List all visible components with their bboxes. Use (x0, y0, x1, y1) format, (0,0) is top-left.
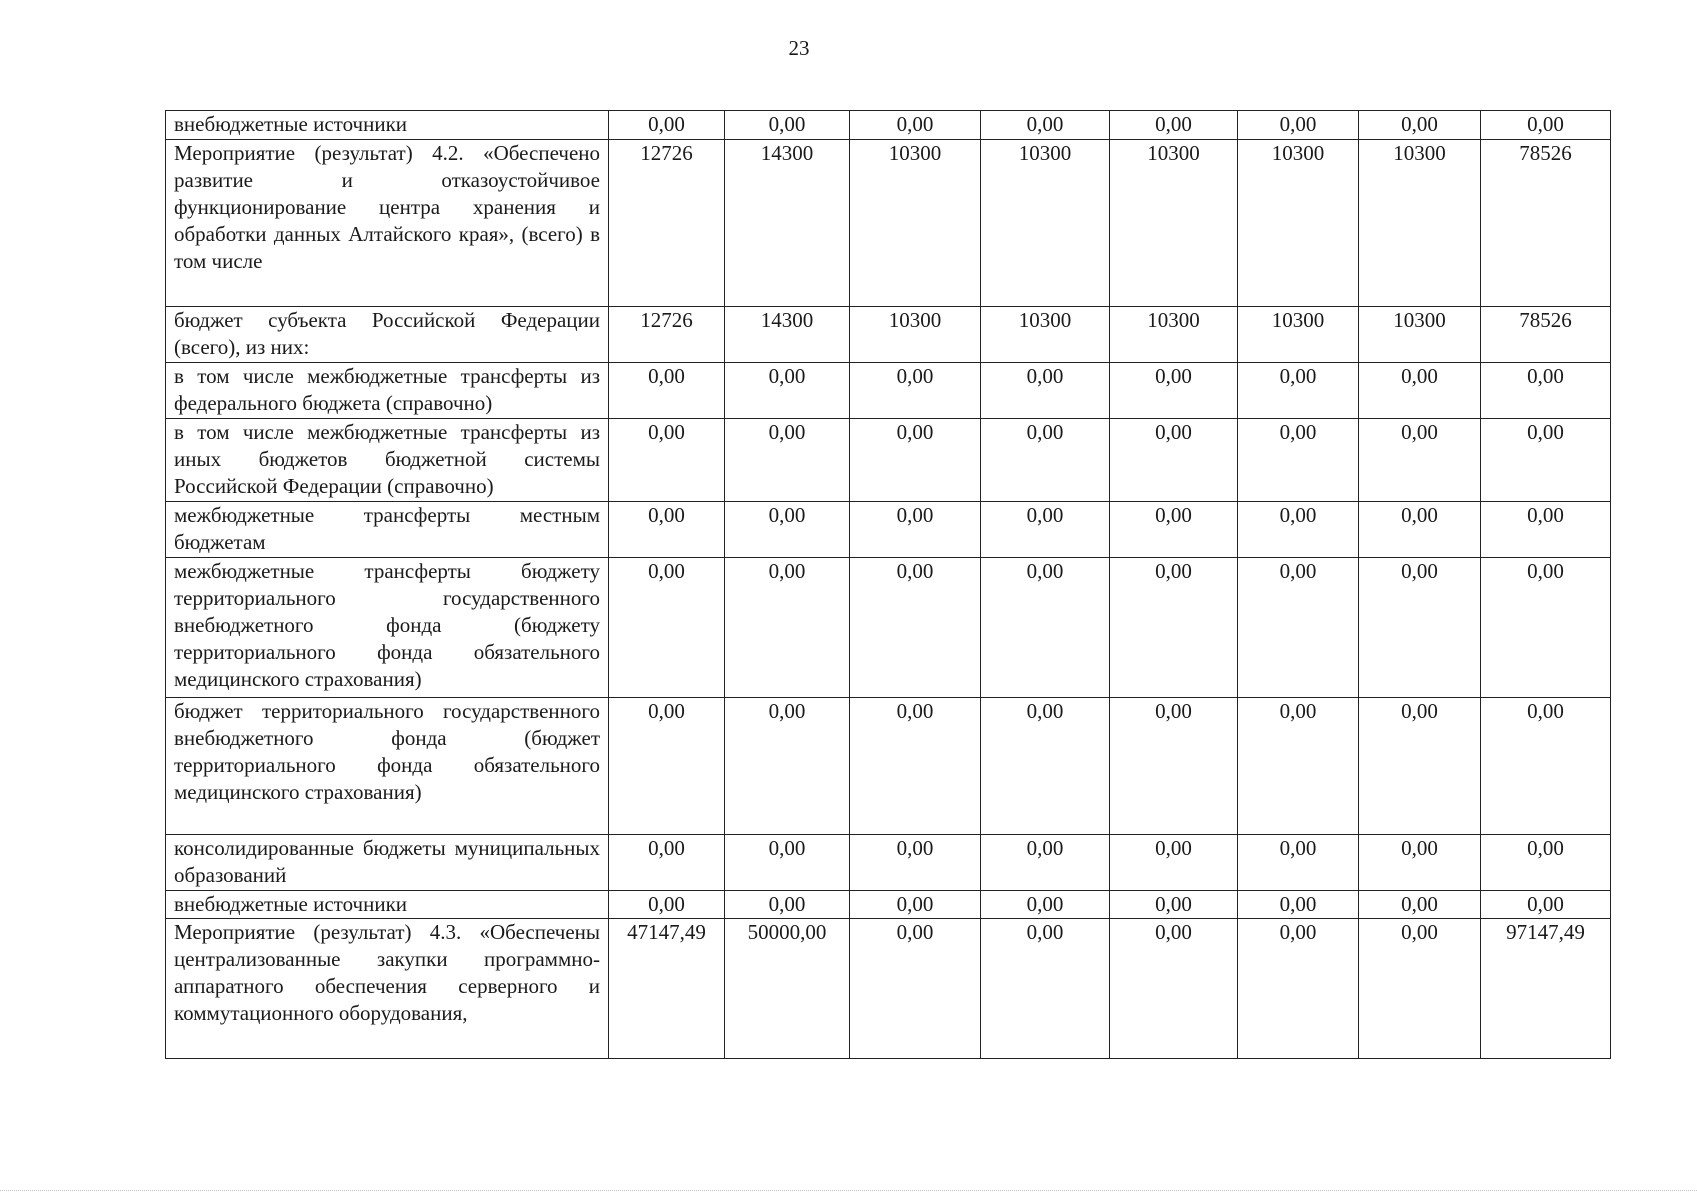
value-cell: 0,00 (1359, 558, 1481, 698)
value-cell: 0,00 (981, 363, 1110, 419)
row-label-cell: в том числе межбюджетные трансферты из федерального бюджета (справочно) (166, 363, 609, 419)
value-cell: 0,00 (1110, 698, 1238, 835)
value-cell: 0,00 (1238, 835, 1359, 891)
value-cell: 0,00 (1481, 111, 1611, 140)
value-cell: 0,00 (1238, 891, 1359, 919)
value-cell: 0,00 (725, 502, 850, 558)
value-cell: 0,00 (850, 558, 981, 698)
value-cell: 0,00 (1359, 891, 1481, 919)
value-cell: 78526 (1481, 307, 1611, 363)
value-cell: 0,00 (850, 891, 981, 919)
value-cell: 0,00 (850, 419, 981, 502)
value-cell: 0,00 (1481, 419, 1611, 502)
value-cell: 78526 (1481, 140, 1611, 307)
page-number-text: 23 (788, 36, 810, 60)
value-cell: 0,00 (725, 698, 850, 835)
value-cell: 0,00 (1359, 419, 1481, 502)
value-cell: 0,00 (1110, 419, 1238, 502)
table-row (166, 502, 1611, 558)
value-cell: 0,00 (1481, 558, 1611, 698)
row-label-cell: межбюджетные трансферты бюджету территориального государственного внебюджетного фонда (бюджету территориального фонда обязательного медицинского страхования) (166, 558, 609, 698)
value-cell: 0,00 (1110, 502, 1238, 558)
value-cell: 0,00 (1110, 919, 1238, 1059)
value-cell: 10300 (1359, 140, 1481, 307)
value-cell: 0,00 (1481, 698, 1611, 835)
value-cell: 47147,49 (609, 919, 725, 1059)
value-cell: 0,00 (1359, 111, 1481, 140)
table-row (166, 419, 1611, 502)
value-cell: 10300 (1110, 307, 1238, 363)
value-cell: 0,00 (850, 363, 981, 419)
value-cell: 0,00 (1359, 919, 1481, 1059)
value-cell: 0,00 (1238, 419, 1359, 502)
value-cell: 0,00 (725, 558, 850, 698)
table-row (166, 307, 1611, 363)
row-label-cell: бюджет субъекта Российской Федерации (всего), из них: (166, 307, 609, 363)
value-cell: 10300 (1238, 307, 1359, 363)
value-cell: 0,00 (1238, 363, 1359, 419)
row-label-cell: внебюджетные источники (166, 111, 609, 140)
row-label-cell: внебюджетные источники (166, 891, 609, 919)
value-cell: 0,00 (1481, 502, 1611, 558)
row-label-cell: консолидированные бюджеты муниципальных образований (166, 835, 609, 891)
value-cell: 0,00 (1359, 698, 1481, 835)
value-cell: 10300 (981, 307, 1110, 363)
value-cell: 12726 (609, 307, 725, 363)
value-cell: 0,00 (725, 363, 850, 419)
value-cell: 50000,00 (725, 919, 850, 1059)
value-cell: 10300 (850, 140, 981, 307)
table-row (166, 558, 1611, 698)
value-cell: 10300 (1238, 140, 1359, 307)
table-row (166, 363, 1611, 419)
row-label-cell: в том числе межбюджетные трансферты из иных бюджетов бюджетной системы Российской Федерации (справочно) (166, 419, 609, 502)
value-cell: 0,00 (609, 111, 725, 140)
value-cell: 0,00 (1110, 835, 1238, 891)
value-cell: 0,00 (725, 835, 850, 891)
value-cell: 14300 (725, 307, 850, 363)
value-cell: 0,00 (1110, 558, 1238, 698)
table-row (166, 919, 1611, 1059)
row-label-cell: межбюджетные трансферты местным бюджетам (166, 502, 609, 558)
value-cell: 10300 (981, 140, 1110, 307)
budget-table-body (166, 111, 1611, 1059)
value-cell: 0,00 (725, 111, 850, 140)
row-label-cell: бюджет территориального государственного внебюджетного фонда (бюджет территориального фонда обязательного медицинского страхования) (166, 698, 609, 835)
value-cell: 12726 (609, 140, 725, 307)
value-cell: 0,00 (850, 835, 981, 891)
value-cell: 0,00 (981, 502, 1110, 558)
value-cell: 0,00 (1359, 502, 1481, 558)
value-cell: 0,00 (1238, 111, 1359, 140)
value-cell: 0,00 (1481, 891, 1611, 919)
value-cell: 0,00 (609, 502, 725, 558)
table-row (166, 891, 1611, 919)
value-cell: 0,00 (981, 891, 1110, 919)
value-cell: 10300 (850, 307, 981, 363)
scan-edge-line (0, 1190, 1697, 1191)
value-cell: 0,00 (1481, 835, 1611, 891)
table-row (166, 111, 1611, 140)
budget-table (165, 110, 1611, 1059)
value-cell: 14300 (725, 140, 850, 307)
row-label-cell: Мероприятие (результат) 4.2. «Обеспечено развитие и отказоустойчивое функционирование центра хранения и обработки данных Алтайского края», (всего) в том числе (166, 140, 609, 307)
value-cell: 0,00 (609, 835, 725, 891)
table-row (166, 698, 1611, 835)
table-row (166, 140, 1611, 307)
value-cell: 0,00 (1359, 363, 1481, 419)
value-cell: 10300 (1359, 307, 1481, 363)
value-cell: 0,00 (850, 111, 981, 140)
page-number (0, 36, 1697, 61)
value-cell: 0,00 (981, 558, 1110, 698)
value-cell: 0,00 (850, 919, 981, 1059)
value-cell: 0,00 (1110, 111, 1238, 140)
row-label-cell: Мероприятие (результат) 4.3. «Обеспечены централизованные закупки программно-аппаратного обеспечения серверного и коммутационного оборудования, (166, 919, 609, 1059)
value-cell: 0,00 (1238, 919, 1359, 1059)
value-cell: 0,00 (981, 919, 1110, 1059)
value-cell: 0,00 (1110, 891, 1238, 919)
value-cell: 0,00 (609, 891, 725, 919)
value-cell: 0,00 (609, 363, 725, 419)
value-cell: 0,00 (1481, 363, 1611, 419)
table-row (166, 835, 1611, 891)
value-cell: 0,00 (981, 111, 1110, 140)
value-cell: 0,00 (609, 419, 725, 502)
value-cell: 97147,49 (1481, 919, 1611, 1059)
value-cell: 0,00 (1110, 363, 1238, 419)
value-cell: 0,00 (981, 835, 1110, 891)
value-cell: 0,00 (609, 698, 725, 835)
value-cell: 0,00 (850, 502, 981, 558)
value-cell: 10300 (1110, 140, 1238, 307)
value-cell: 0,00 (1238, 558, 1359, 698)
value-cell: 0,00 (981, 419, 1110, 502)
value-cell: 0,00 (1238, 502, 1359, 558)
value-cell: 0,00 (981, 698, 1110, 835)
value-cell: 0,00 (725, 891, 850, 919)
value-cell: 0,00 (725, 419, 850, 502)
value-cell: 0,00 (1238, 698, 1359, 835)
value-cell: 0,00 (1359, 835, 1481, 891)
value-cell: 0,00 (609, 558, 725, 698)
value-cell: 0,00 (850, 698, 981, 835)
